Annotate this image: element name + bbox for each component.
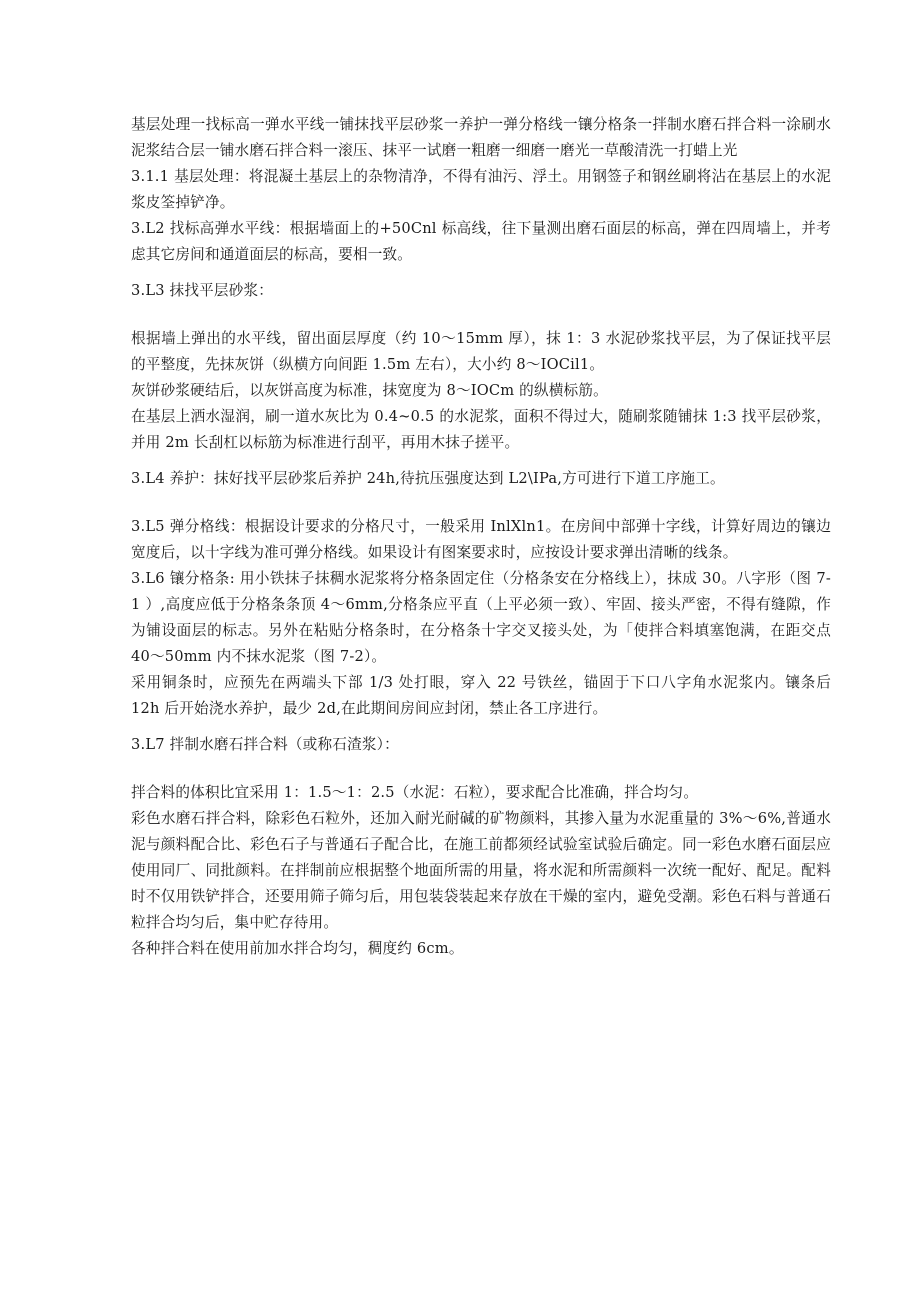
paragraph-3-1-7-heading: 3.L7 拌制水磨石拌合料（或称石渣浆）： [131, 736, 399, 753]
paragraph-3-1-3-body-3: 在基层上洒水湿润，刷一道水灰比为 0.4~0.5 的水泥浆，面积不得过大，随刷浆随铺抹 1:3 找平层砂浆，并用 2m 长刮杠以标筋为标准进行刮平，再用木抹子搓平。 [131, 408, 831, 451]
spacer [131, 722, 831, 732]
document-body [131, 112, 831, 962]
paragraph-3-1-3-body-2: 灰饼砂浆硬结后，以灰饼高度为标准，抹宽度为 8～IOCm 的纵横标筋。 [131, 382, 608, 399]
spacer [131, 268, 831, 278]
paragraph-3-1-5: 3.L5 弹分格线：根据设计要求的分格尺寸，一般采用 InlXln1。在房间中部弹十字线，计算好周边的镶边宽度后，以十字线为准可弹分格线。如果设计有图案要求时，应按设计要求弹出清晰的线条。 [131, 518, 831, 561]
paragraph-copper-strip: 采用铜条时，应预先在两端头下部 1/3 处打眼，穿入 22 号铁丝，锚固于下口八字角水泥浆内。镶条后 12h 后开始浇水养护，最少 2d,在此期间房间应封闭，禁止各工序进行。 [131, 674, 831, 717]
paragraph-3-1-7-color: 彩色水磨石拌合料，除彩色石粒外，还加入耐光耐碱的矿物颜料，其掺入量为水泥重量的 3%～6%,普通水泥与颜料配合比、彩色石子与普通石子配合比，在施工前都须经试验室试验后确定。同一彩色水磨石面层应使用同厂、同批颜料。在拌制前应根据整个地面所需的用量，将水泥和所需颜料一次统一配好、配足。配料时不仅用铁铲拌合，还要用筛子筛匀后，用包装袋装起来存放在干燥的室内，避免受潮。彩色石料与普通石粒拌合均匀后，集中贮存待用。 [131, 810, 831, 931]
spacer [131, 304, 831, 326]
paragraph-3-1-2: 3.L2 找标高弹水平线：根据墙面上的+50Cnl 标高线，往下量测出磨石面层的标高，弹在四周墙上，并考虑其它房间和通道面层的标高，要相一致。 [131, 220, 831, 263]
paragraph-3-1-4: 3.L4 养护：抹好找平层砂浆后养护 24h,待抗压强度达到 L2\IPa,方可进行下道工序施工。 [131, 470, 725, 487]
spacer [131, 758, 831, 780]
paragraph-process-flow: 基层处理一找标高一弹水平线一铺抹找平层砂浆一养护一弹分格线一镶分格条一拌制水磨石拌合料一涂刷水泥浆结合层一铺水磨石拌合料一滚压、抹平一试磨一粗磨一细磨一磨光一草酸清洗一打蜡上光 [131, 116, 831, 159]
spacer [131, 492, 831, 514]
paragraph-3-1-1: 3.1.1 基层处理：将混凝土基层上的杂物清净，不得有油污、浮土。用钢签子和钢丝刷将沾在基层上的水泥浆皮筌掉铲净。 [131, 168, 831, 211]
paragraph-3-1-7-mixing: 各种拌合料在使用前加水拌合均匀，稠度约 6cm。 [131, 940, 464, 957]
paragraph-3-1-7-ratio: 拌合料的体积比宜采用 1：1.5～1：2.5（水泥：石粒），要求配合比准确，拌合均匀。 [131, 784, 699, 801]
paragraph-3-1-6: 3.L6 镶分格条: 用小铁抹子抹稠水泥浆将分格条固定住（分格条安在分格线上），抹成 30。八字形（图 7-1 ）,高度应低于分格条条顶 4～6mm,分格条应平直（上平必须一致）、牢固、接头严密，不得有缝隙，作为铺设面层的标志。另外在粘贴分格条时，在分格条十字交叉接头处，为「使拌合料填塞饱满，在距交点 40～50mm 内不抹水泥浆（图 7-2）。 [131, 570, 831, 665]
spacer [131, 456, 831, 466]
paragraph-3-1-3-body-1: 根据墙上弹出的水平线，留出面层厚度（约 10～15mm 厚），抹 1：3 水泥砂浆找平层，为了保证找平层的平整度，先抹灰饼（纵横方向间距 1.5m 左右），大小约 8～IOCil1。 [131, 330, 831, 373]
paragraph-3-1-3-heading: 3.L3 抹找平层砂浆： [131, 282, 274, 299]
